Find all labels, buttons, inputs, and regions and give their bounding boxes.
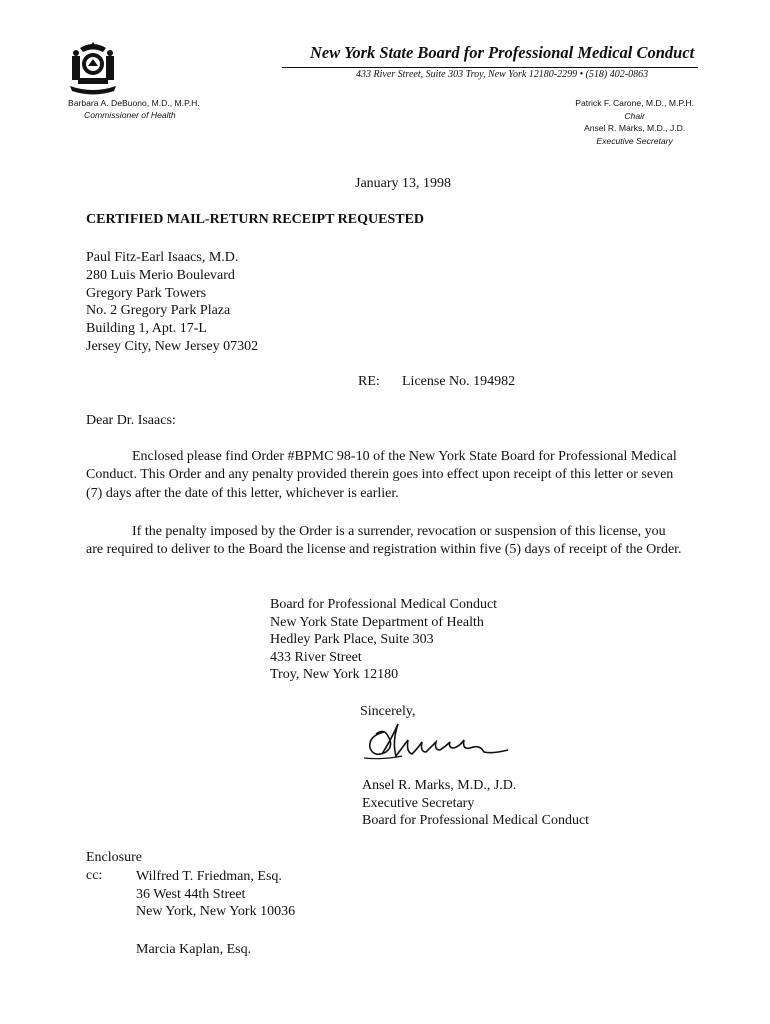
state-seal-icon <box>66 38 120 96</box>
letter-date: January 13, 1998 <box>355 176 452 191</box>
officer-line: Chair <box>624 110 645 121</box>
cc-line: Wilfred T. Friedman, Esq. <box>136 869 282 884</box>
cc-line: New York, New York 10036 <box>136 904 296 920</box>
cc-recipient <box>136 868 295 921</box>
board-name-heading: New York State Board for Professional Medical Conduct <box>310 43 695 62</box>
officer-line: Patrick F. Carone, M.D., M.P.H. <box>575 98 694 108</box>
cc-line: 36 West 44th Street <box>136 886 246 902</box>
certified-mail-heading: CERTIFIED MAIL-RETURN RECEIPT REQUESTED <box>86 212 425 227</box>
commissioner-title: Commissioner of Health <box>84 110 176 120</box>
signer-name: Ansel R. Marks, M.D., J.D. <box>362 778 517 793</box>
signer-title: Executive Secretary <box>362 795 475 811</box>
board-delivery-address <box>270 596 497 684</box>
closing: Sincerely, <box>360 704 416 719</box>
address-line: Paul Fitz-Earl Isaacs, M.D. <box>86 250 239 265</box>
commissioner-name: Barbara A. DeBuono, M.D., M.P.H. <box>68 98 200 108</box>
address-line: No. 2 Gregory Park Plaza <box>86 303 231 319</box>
license-number: License No. 194982 <box>402 374 516 389</box>
board-address-line: 433 River Street, Suite 303 Troy, New York 12180-2299 • (518) 402-0863 <box>356 69 649 80</box>
address-line: Building 1, Apt. 17-L <box>86 321 207 337</box>
signer-block <box>362 777 589 830</box>
address-line: Board for Professional Medical Conduct <box>270 597 498 612</box>
address-line: 433 River Street <box>270 649 362 665</box>
address-line: New York State Department of Health <box>270 614 484 630</box>
address-line: Jersey City, New Jersey 07302 <box>86 338 259 354</box>
address-line: Hedley Park Place, Suite 303 <box>270 632 434 648</box>
cc-recipient-secondary: Marcia Kaplan, Esq. <box>136 942 252 957</box>
header-divider <box>282 67 698 68</box>
salutation: Dear Dr. Isaacs: <box>86 413 176 428</box>
board-officers <box>575 97 694 147</box>
signer-organization: Board for Professional Medical Conduct <box>362 813 590 829</box>
address-line: Troy, New York 12180 <box>270 667 399 683</box>
officer-line: Ansel R. Marks, M.D., J.D. <box>584 123 686 133</box>
recipient-address <box>86 249 258 356</box>
address-line: Gregory Park Towers <box>86 285 207 301</box>
address-line: 280 Luis Merio Boulevard <box>86 267 235 283</box>
enclosure-note: Enclosure <box>86 850 142 865</box>
handwritten-signature <box>362 718 512 764</box>
cc-label: cc: <box>86 868 103 883</box>
body-paragraph: If the penalty imposed by the Order is a surrender, revocation or suspension of this license, you are required to deliver to the Board the license and registration within five (5) days of receipt of the Order. <box>86 524 682 558</box>
body-paragraph: Enclosed please find Order #BPMC 98-10 of the New York State Board for Professional Medical Conduct. This Order and any penalty provided therein goes into effect upon receipt of this letter or seven (7) days after the date of this letter, whichever is earlier. <box>86 449 677 501</box>
officer-line: Executive Secretary <box>596 135 673 146</box>
reference-label: RE: <box>358 374 380 389</box>
